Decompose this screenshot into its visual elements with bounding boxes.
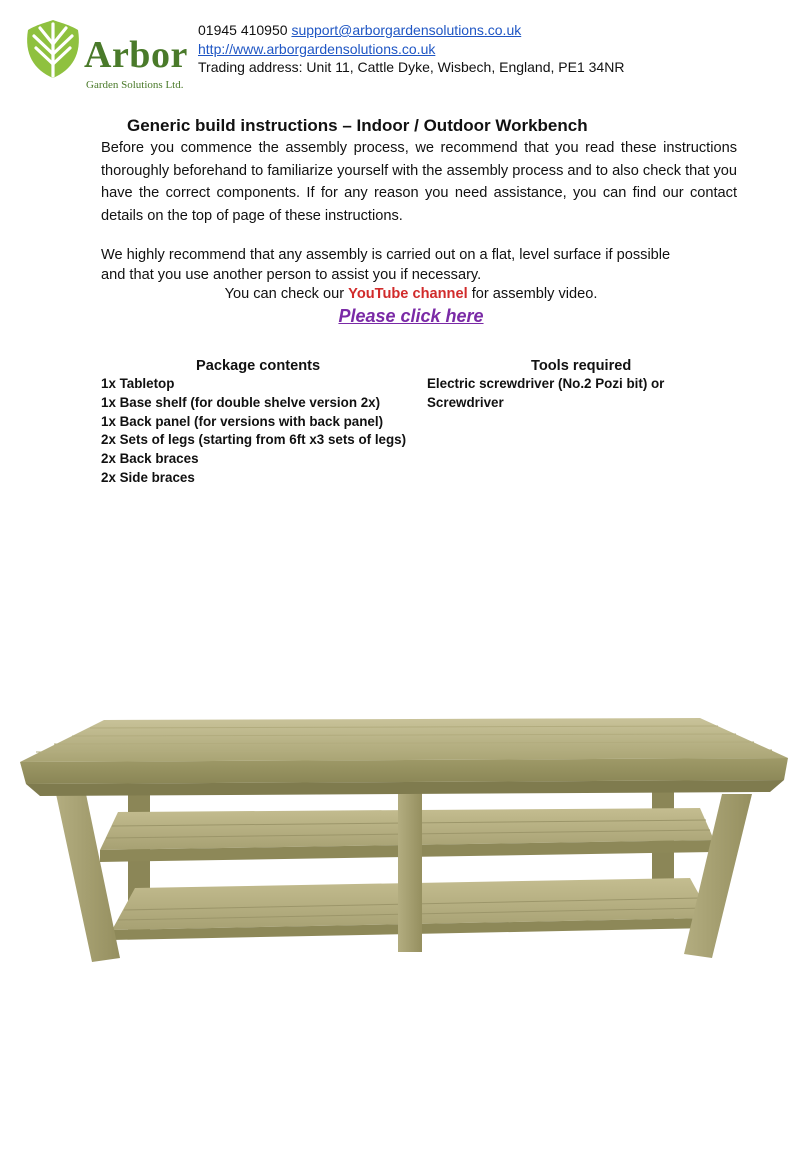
recommend-line-1: We highly recommend that any assembly is carried out on a flat, level surface if possible xyxy=(101,247,671,263)
youtube-suffix: for assembly video. xyxy=(467,286,598,302)
list-item: 2x Side braces xyxy=(101,469,195,485)
recommend-paragraph xyxy=(101,245,741,285)
youtube-channel-link[interactable]: YouTube channel xyxy=(348,286,468,302)
contact-line-2 xyxy=(198,40,624,59)
tools-required-heading: Tools required xyxy=(531,358,632,374)
list-item: 1x Base shelf (for double shelve version 2x) xyxy=(101,394,381,410)
leaf-icon xyxy=(22,18,84,80)
arbor-logo xyxy=(22,18,192,91)
youtube-prefix: You can check our xyxy=(224,286,349,302)
website-link[interactable]: http://www.arborgardensolutions.co.uk xyxy=(198,40,436,57)
logo-subtitle: Garden Solutions Ltd. xyxy=(86,79,184,91)
youtube-sentence xyxy=(101,284,721,304)
logo-wordmark: Arbor xyxy=(84,34,188,76)
workbench-photo xyxy=(0,700,808,970)
recommend-line-2: and that you use another person to assist you if necessary. xyxy=(101,267,482,283)
contact-block xyxy=(198,21,624,77)
click-here-link[interactable]: Please click here xyxy=(338,306,484,326)
trading-address: Trading address: Unit 11, Cattle Dyke, Wisbech, England, PE1 34NR xyxy=(198,59,625,75)
phone-number: 01945 410950 xyxy=(198,22,288,38)
list-item: 1x Tabletop xyxy=(101,376,175,391)
list-item: 2x Sets of legs (starting from 6ft x3 sets of legs) xyxy=(101,432,407,448)
intro-paragraph: Before you commence the assembly process, we recommend that you read these instructions thoroughly beforehand to familiarize yourself with the assembly process and to also check that you have the correct components. If for any reason you need assistance, you can find our contact details on the top of page of these instructions. xyxy=(101,140,737,224)
package-contents-heading: Package contents xyxy=(196,358,321,374)
document-title: Generic build instructions – Indoor / Outdoor Workbench xyxy=(127,116,588,135)
tools-required-text: Electric screwdriver (No.2 Pozi bit) or Screwdriver xyxy=(427,376,665,410)
package-contents-list xyxy=(101,375,406,488)
contact-line-1 xyxy=(198,21,624,40)
list-item: 2x Back braces xyxy=(101,451,199,467)
email-link[interactable]: support@arborgardensolutions.co.uk xyxy=(291,22,522,38)
list-item: 1x Back panel (for versions with back panel) xyxy=(101,413,384,429)
